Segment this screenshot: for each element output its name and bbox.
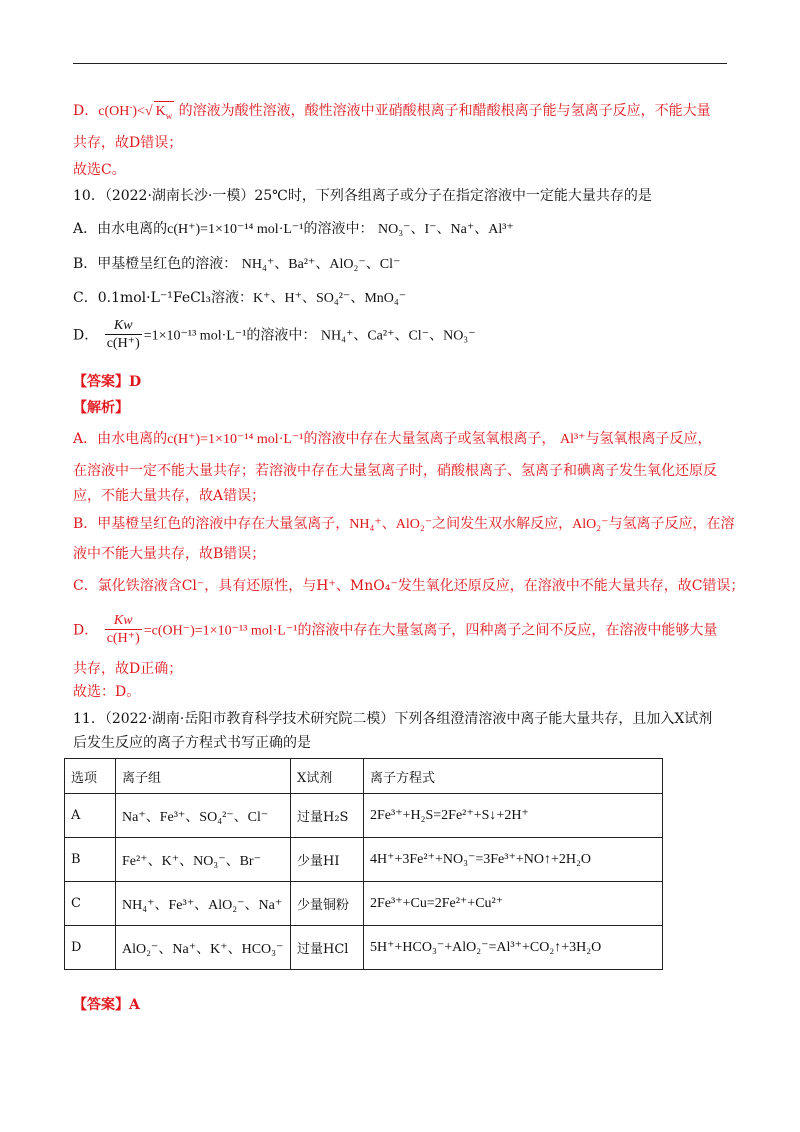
q10-analysis-a1: A．由水电离的c(H⁺)=1×10⁻¹⁴ mol·L⁻¹的溶液中存在大量氢离子或氢氧根离子， Al³⁺与氢氧根离子反应， [73,431,712,447]
cell-ions: Fe²⁺、K⁺、NO₃⁻、Br⁻ [116,838,291,882]
cell-option: C [65,882,116,926]
table-row [65,838,663,882]
header-ion-group: 离子组 [116,759,291,794]
q10-option-b: B．甲基橙呈红色的溶液： NH₄⁺、Ba²⁺、AlO₂⁻、Cl⁻ [73,256,401,272]
header-rule [73,63,727,64]
cell-ions: Na⁺、Fe³⁺、SO₄²⁻、Cl⁻ [116,794,291,838]
q11-table [64,758,663,970]
q10-analysis-c1: C．氯化铁溶液含Cl⁻，具有还原性，与H⁺、MnO₄⁻发生氧化还原反应，在溶液中不能大量共存，故C错误； [73,578,745,594]
cell-ions: NH₄⁺、Fe³⁺、AlO₂⁻、Na⁺ [116,882,291,926]
q10-analysis-a2: 在溶液中一定不能大量共存；若溶液中存在大量氢离子时，硝酸根离子、氢离子和碘离子发生氧化还原反 [73,463,717,479]
cell-equation: 5H⁺+HCO₃⁻+AlO₂⁻=Al³⁺+CO₂↑+3H₂O [364,926,663,970]
q10-analysis-a3: 应，不能大量共存，故A错误； [73,488,266,504]
cell-reagent: 少量HI [291,838,364,882]
table-header-row [65,759,663,794]
q11-answer: 【答案】A [73,997,140,1013]
q10-analysis-d2: 共存，故D正确； [73,661,183,677]
prev-option-d-cont: 共存，故D错误； [73,135,183,151]
kw-fraction: $\frac{Kw}{c(H^+)}$ [106,318,140,351]
cell-equation: 4H⁺+3Fe²⁺+NO₃⁻=3Fe³⁺+NO↑+2H₂O [364,838,663,882]
q10-analysis-d3: 故选：D。 [73,684,141,700]
prev-option-d: D．c(OH-)<√ $K_w$ 的溶液为酸性溶液，酸性溶液中亚硝酸根离子和醋酸根离子能与氢离子反应，不能大量 [73,101,711,121]
header-equation: 离子方程式 [364,759,663,794]
cell-option: B [65,838,116,882]
table-row [65,794,663,838]
cell-reagent: 过量H₂S [291,794,364,838]
kw-fraction-analysis: $\frac{Kw}{c(H^+)}$ [106,613,140,646]
cell-option: D [65,926,116,970]
q10-option-c: C．0.1mol·L⁻¹FeCl₃溶液：K⁺、H⁺、SO₄²⁻、MnO₄⁻ [73,290,407,306]
cell-ions: AlO₂⁻、Na⁺、K⁺、HCO₃⁻ [116,926,291,970]
cell-option: A [65,794,116,838]
q10-option-a: A．由水电离的c(H⁺)=1×10⁻¹⁴ mol·L⁻¹的溶液中： NO₃⁻、I⁻、Na⁺、Al³⁺ [73,221,514,237]
cell-equation: 2Fe³⁺+Cu=2Fe²⁺+Cu²⁺ [364,882,663,926]
cell-reagent: 过量HCl [291,926,364,970]
header-reagent: X试剂 [291,759,364,794]
prev-conclusion: 故选C。 [73,162,126,178]
header-option: 选项 [65,759,116,794]
q10-stem: 10．（2022·湖南长沙·一模）25℃时，下列各组离子或分子在指定溶液中一定能大量共存的是 [73,188,652,204]
q11-stem-1: 11．（2022·湖南·岳阳市教育科学技术研究院二模）下列各组澄清溶液中离子能大量共存，且加入X试剂 [73,711,713,727]
cell-equation: 2Fe³⁺+H₂S=2Fe²⁺+S↓+2H⁺ [364,794,663,838]
cell-reagent: 少量铜粉 [291,882,364,926]
q10-analysis-b2: 液中不能大量共存，故B错误； [73,546,266,562]
table-row [65,882,663,926]
table-row [65,926,663,970]
q10-answer: 【答案】D [73,374,142,390]
q10-option-d: D． $\frac{Kw}{c(H^+)}$ =1×10⁻¹³ mol·L⁻¹的溶液中： NH₄⁺、Ca²⁺、Cl⁻、NO₃⁻ [73,318,476,351]
q11-stem-2: 后发生反应的离子方程式书写正确的是 [73,735,311,751]
q10-analysis-label: 【解析】 [73,400,129,416]
q10-analysis-d1: D． $\frac{Kw}{c(H^+)}$ =c(OH⁻)=1×10⁻¹³ mol·L⁻¹的溶液中存在大量氢离子，四种离子之间不反应，在溶液中能够大量 [73,613,718,646]
q10-analysis-b1: B．甲基橙呈红色的溶液中存在大量氢离子，NH₄⁺、AlO₂⁻之间发生双水解反应，AlO₂⁻与氢离子反应，在溶 [73,516,735,532]
